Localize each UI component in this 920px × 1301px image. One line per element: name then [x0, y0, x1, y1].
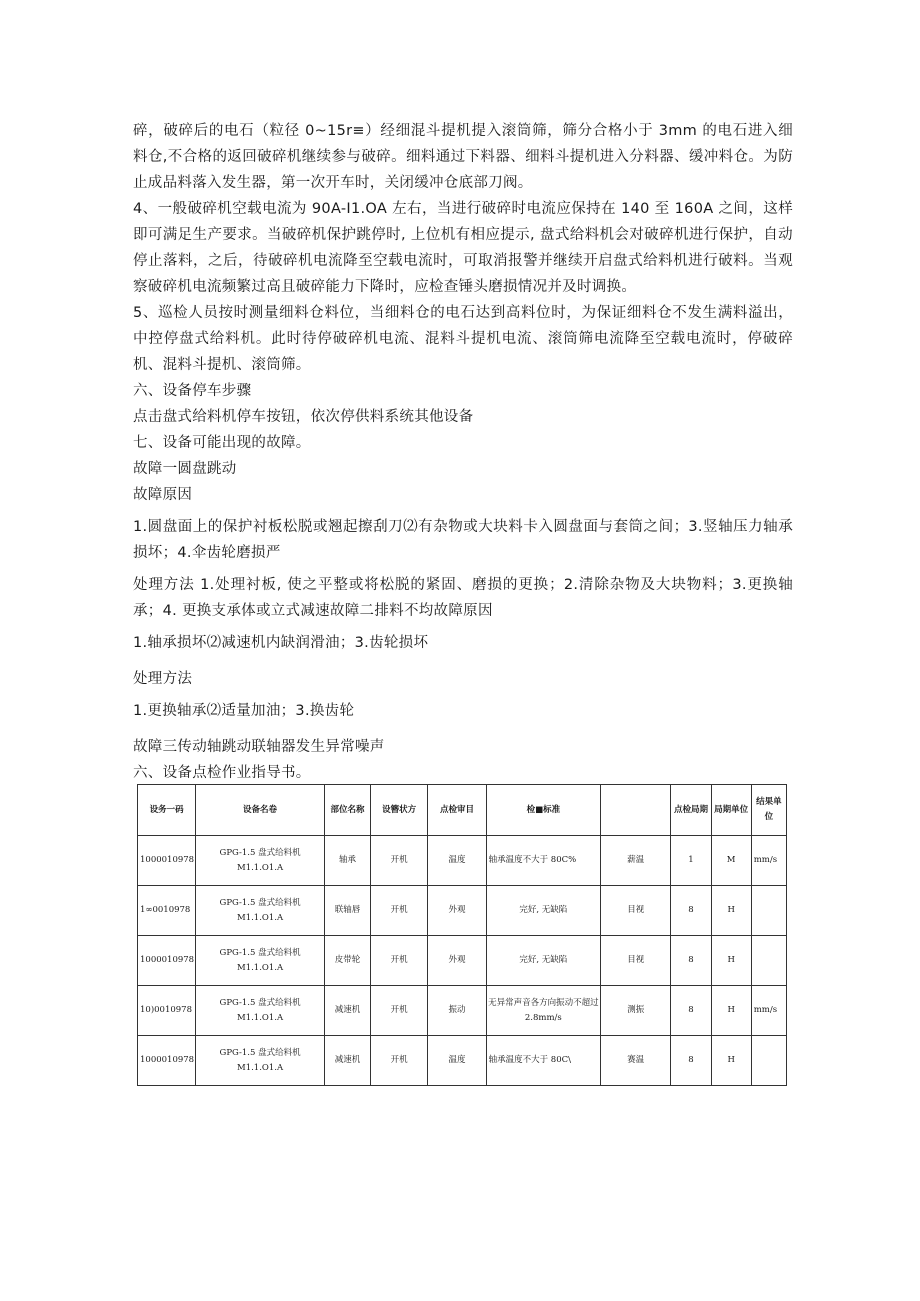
part-name: 轴承: [324, 836, 370, 886]
check-method: 赛温: [601, 1036, 671, 1086]
cycle-unit: H: [711, 936, 751, 986]
paragraph: 1.轴承损坏⑵减速机内缺润滑油；3.齿轮损坏: [133, 635, 429, 651]
paragraph: 点击盘式给料机停车按钮，依次停供料系统其他设备: [133, 409, 474, 425]
col-header: 设务一码: [138, 785, 196, 836]
equipment-code: 10)0010978: [138, 986, 196, 1036]
equipment-code: 1000010978: [138, 936, 196, 986]
equipment-state: 开机: [371, 886, 428, 936]
result-unit: [751, 1036, 786, 1086]
table-row: [138, 936, 787, 986]
result-unit: mm/s: [751, 986, 786, 1036]
part-name: 皮带轮: [324, 936, 370, 986]
section-heading: 六、设备点检作业指导书。: [133, 765, 311, 781]
result-unit: [751, 886, 786, 936]
section-heading: 六、设备停车步骤: [133, 383, 252, 399]
check-method: 目视: [601, 936, 671, 986]
check-cycle: 8: [671, 936, 711, 986]
equipment-name: GPG-1.5 盘式给料机 M1.1.O1.A: [196, 886, 325, 936]
inspection-table: [137, 784, 787, 1086]
check-cycle: 8: [671, 986, 711, 1036]
cycle-unit: M: [711, 836, 751, 886]
col-header: [601, 785, 671, 836]
paragraph: 1.更换轴承⑵适量加油；3.换齿轮: [133, 703, 355, 719]
equipment-name: GPG-1.5 盘式给料机 M1.1.O1.A: [196, 936, 325, 986]
check-item: 温度: [428, 1036, 486, 1086]
equipment-state: 开机: [371, 986, 428, 1036]
col-header: 结果单位: [751, 785, 786, 836]
table-row: [138, 986, 787, 1036]
equipment-state: 开机: [371, 936, 428, 986]
check-method: 测振: [601, 986, 671, 1036]
equipment-name: GPG-1.5 盘式给料机 M1.1.O1.A: [196, 836, 325, 886]
subheading: 处理方法: [133, 671, 193, 687]
cycle-unit: H: [711, 1036, 751, 1086]
fault-heading: 故障一圆盘跳动: [133, 461, 237, 477]
part-name: 联轴唇: [324, 886, 370, 936]
col-header: 设备名卷: [196, 785, 325, 836]
equipment-state: 开机: [371, 836, 428, 886]
col-header: 检■标准: [486, 785, 601, 836]
check-standard: 轴承温度不大于 80C\: [486, 1036, 601, 1086]
fault-heading: 故障三传动轴跳动联轴器发生异常噪声: [133, 739, 385, 755]
check-cycle: 8: [671, 886, 711, 936]
paragraph: 1.圆盘面上的保护衬板松脱或翘起擦刮刀⑵有杂物或大块料卡入圆盘面与套筒之间；3.竖轴压力轴承损坏；4.伞齿轮磨损严: [133, 519, 793, 561]
check-item: 外观: [428, 936, 486, 986]
body-text: [133, 118, 793, 786]
result-unit: mm/s: [751, 836, 786, 886]
equipment-code: 1000010978: [138, 836, 196, 886]
col-header: 部位名称: [324, 785, 370, 836]
result-unit: [751, 936, 786, 986]
check-standard: 完好, 无缺陷: [486, 886, 601, 936]
paragraph: 4、一般破碎机空载电流为 90A-I1.OA 左右，当进行破碎时电流应保持在 140 至 160A 之间，这样即可满足生产要求。当破碎机保护跳停时, 上位机有相应提示, 盘式给料机会对破碎机进行保护，自动停止落料，之后，待破碎机电流降至空载电流时，可取消报警并继续开启盘式给料机进行破料。当观察破碎机电流频繁过高且破碎能力下降时，应检查锤头磨损情况并及时调换。: [133, 201, 793, 295]
cycle-unit: H: [711, 886, 751, 936]
part-name: 减速机: [324, 1036, 370, 1086]
col-header: 点检审目: [428, 785, 486, 836]
check-standard: 轴承温度不大于 80C%: [486, 836, 601, 886]
col-header: 局期单位: [711, 785, 751, 836]
check-method: 目视: [601, 886, 671, 936]
equipment-code: 1000010978: [138, 1036, 196, 1086]
paragraph: 处理方法 1.处理衬板, 使之平整或将松脱的紧固、磨损的更换；2.清除杂物及大块物料；3.更换轴承；4. 更换支承体或立式减速故障二排料不均故障原因: [133, 577, 793, 619]
check-item: 温度: [428, 836, 486, 886]
check-method: 薪温: [601, 836, 671, 886]
cycle-unit: H: [711, 986, 751, 1036]
check-item: 外观: [428, 886, 486, 936]
equipment-name: GPG-1.5 盘式给料机 M1.1.O1.A: [196, 1036, 325, 1086]
paragraph: 碎，破碎后的电石（粒径 0~15r≡）经细混斗提机提入滚筒筛，筛分合格小于 3mm 的电石进入细料仓,不合格的返回破碎机继续参与破碎。细料通过下料器、细料斗提机进入分料器、缓冲料仓。为防止成品料落入发生器，第一次开车时，关闭缓冲仓底部刀阀。: [133, 123, 793, 191]
table-row: [138, 836, 787, 886]
table-row: [138, 886, 787, 936]
table-row: [138, 1036, 787, 1086]
part-name: 减速机: [324, 986, 370, 1036]
col-header: 设簪状方: [371, 785, 428, 836]
paragraph: 5、巡检人员按时测量细料仓料位，当细料仓的电石达到高料位时，为保证细料仓不发生满料溢出，中控停盘式给料机。此时待停破碎机电流、混料斗提机电流、滚筒筛电流降至空载电流时，停破碎机、混料斗提机、滚筒筛。: [133, 305, 793, 373]
check-standard: 完好, 无缺陷: [486, 936, 601, 986]
equipment-state: 开机: [371, 1036, 428, 1086]
section-heading: 七、设备可能出现的故障。: [133, 435, 311, 451]
subheading: 故障原因: [133, 487, 193, 503]
equipment-name: GPG-1.5 盘式给料机 M1.1.O1.A: [196, 986, 325, 1036]
table-header-row: [138, 785, 787, 836]
check-item: 振动: [428, 986, 486, 1036]
check-cycle: 1: [671, 836, 711, 886]
check-standard: 无异常声音各方向振动不超过 2.8mm∕s: [486, 986, 601, 1036]
check-cycle: 8: [671, 1036, 711, 1086]
col-header: 点检局期: [671, 785, 711, 836]
equipment-code: 1∞0010978: [138, 886, 196, 936]
